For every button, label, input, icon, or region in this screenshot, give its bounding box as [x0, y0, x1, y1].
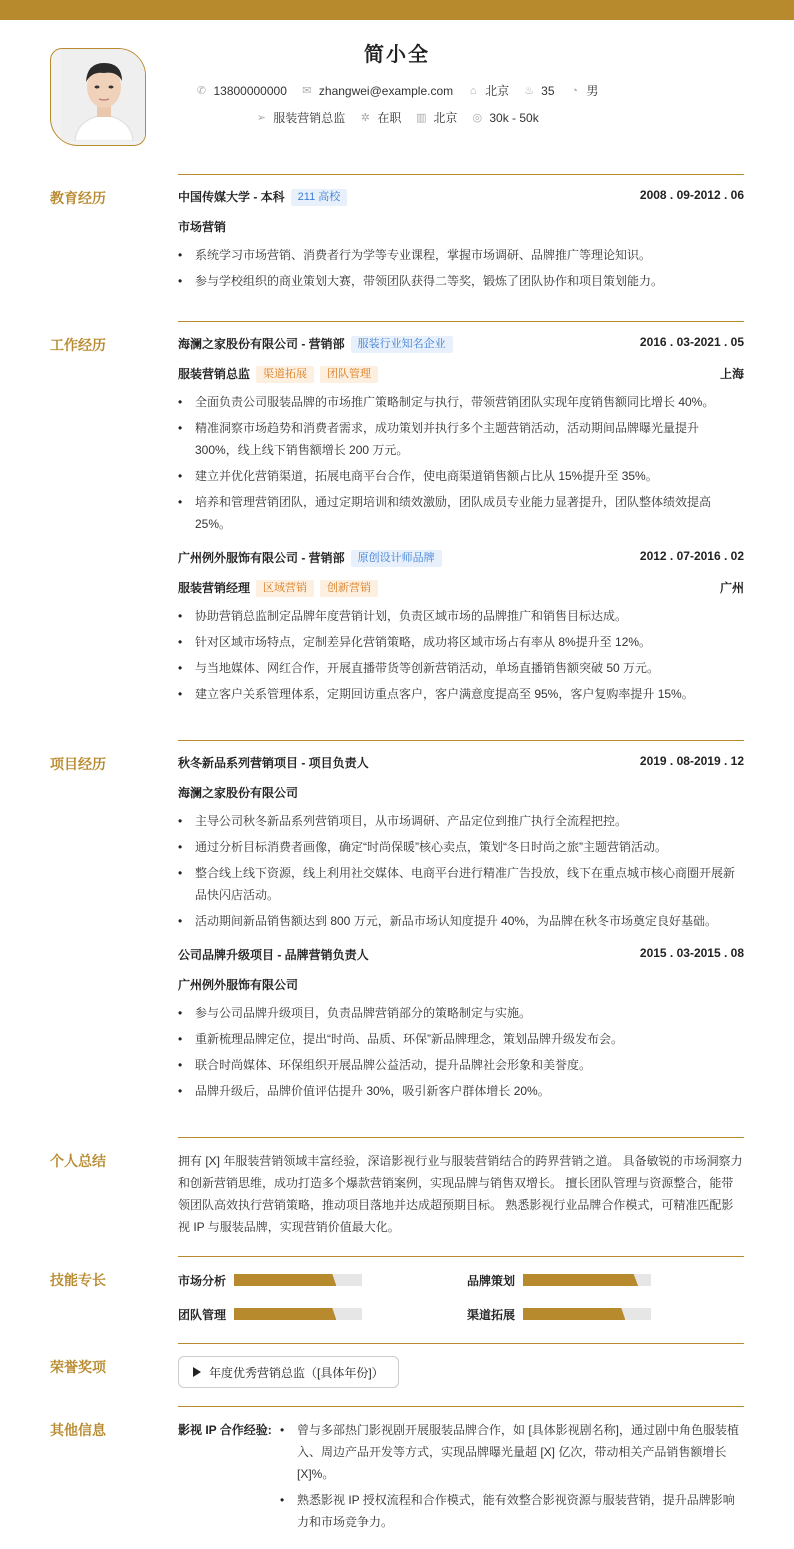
- education-block: [178, 188, 744, 292]
- job-title: 服装营销总监: [178, 367, 251, 381]
- phone: 13800000000: [213, 83, 287, 98]
- company-tag: 原创设计师品牌: [351, 550, 442, 567]
- job-city: 广州: [719, 581, 744, 595]
- send-icon: ➢: [256, 111, 266, 124]
- section-title-honors: 荣誉奖项: [50, 1359, 106, 1375]
- list-item: • 参与公司品牌升级项目，负责品牌营销部分的策略制定与实施。: [178, 1002, 744, 1024]
- work-block: [178, 335, 744, 705]
- status-icon: ✲: [360, 111, 370, 124]
- list-item: • 曾与多部热门影视剧开展服装品牌合作，如 [具体影视剧名称]，通过剧中角色服装植入、周边产品开发等方式，实现品牌曝光量超 [X] 亿次，带动相关产品销售额增长 [X]%。: [280, 1419, 744, 1485]
- section-title-work: 工作经历: [50, 337, 106, 353]
- project-company: 海澜之家股份有限公司: [178, 786, 299, 800]
- skill-bar-fill: [523, 1308, 625, 1320]
- project-name: 公司品牌升级项目 - 品牌营销负责人: [178, 948, 369, 962]
- location: 北京: [485, 84, 510, 98]
- school: 中国传媒大学 - 本科: [178, 190, 285, 204]
- section-title-summary: 个人总结: [50, 1153, 106, 1169]
- school-tag: 211 高校: [291, 189, 348, 206]
- age: 35: [541, 83, 555, 98]
- skill-bar: [234, 1274, 362, 1286]
- project-date: 2015 . 03-2015 . 08: [639, 946, 744, 960]
- job-city: 上海: [719, 367, 744, 381]
- gender: 男: [586, 84, 599, 98]
- summary-text: 拥有 [X] 年服装营销领域丰富经验，深谙影视行业与服装营销结合的跨界营销之道。 具备敏锐的市场洞察力和创新营销思维，成功打造多个爆款营销案例，实现品牌与销售双增长。 擅长团队管理与资源整合，能带领团队高效执行营销策略，推动项目落地并达成超预期目标。 熟悉影视行业品牌合作模式，可精准匹配影视 IP 与服装品牌，实现营销价值最大化。: [178, 1154, 743, 1234]
- job-title: 服装营销经理: [178, 581, 251, 595]
- section-title-other: 其他信息: [50, 1422, 106, 1438]
- list-item: • 主导公司秋冬新品系列营销项目，从市场调研、产品定位到推广执行全流程把控。: [178, 810, 744, 832]
- skill-bar-fill: [234, 1308, 336, 1320]
- major: 市场营销: [178, 220, 227, 234]
- project-block: [178, 754, 744, 1102]
- work-date: 2012 . 07-2016 . 02: [639, 549, 744, 563]
- list-item: • 通过分析目标消费者画像，确定“时尚保暖”核心卖点，策划“冬日时尚之旅”主题营销活动。: [178, 836, 744, 858]
- divider: [178, 1137, 744, 1138]
- skill-bar: [234, 1308, 362, 1320]
- honor-item[interactable]: [178, 1356, 399, 1388]
- divider: [178, 321, 744, 322]
- section-title-skills: 技能专长: [50, 1272, 106, 1288]
- list-item: • 重新梳理品牌定位，提出“时尚、品质、环保”新品牌理念，策划品牌升级发布会。: [178, 1028, 744, 1050]
- project-name: 秋冬新品系列营销项目 - 项目负责人: [178, 756, 369, 770]
- list-item: • 协助营销总监制定品牌年度营销计划，负责区域市场的品牌推广和销售目标达成。: [178, 605, 744, 627]
- other-label: 影视 IP 合作经验:: [178, 1423, 272, 1437]
- company: 海澜之家股份有限公司 - 营销部: [178, 337, 345, 351]
- list-item: • 整合线上线下资源，线上利用社交媒体、电商平台进行精准广告投放，线下在重点城市核心商圈开展新品快闪店活动。: [178, 862, 744, 906]
- list-item: • 精准洞察市场趋势和消费者需求，成功策划并执行多个主题营销活动，活动期间品牌曝光量提升 300%，线上线下销售额增长 200 万元。: [178, 417, 744, 461]
- skill-name: 品牌策划: [467, 1274, 516, 1288]
- company: 广州例外服饰有限公司 - 营销部: [178, 551, 345, 565]
- skill-bar: [523, 1308, 651, 1320]
- mail-icon: ✉: [302, 84, 312, 97]
- skill-name: 市场分析: [178, 1274, 227, 1288]
- list-item: • 品牌升级后，品牌价值评估提升 30%，吸引新客户群体增长 20%。: [178, 1080, 744, 1102]
- skill-name: 渠道拓展: [467, 1308, 516, 1322]
- skill-bar-fill: [523, 1274, 638, 1286]
- education-date: 2008 . 09-2012 . 06: [639, 188, 744, 202]
- email: zhangwei@example.com: [318, 83, 454, 98]
- phone-icon: ✆: [196, 84, 207, 97]
- section-title-education: 教育经历: [50, 190, 106, 206]
- contact-row: [0, 82, 794, 99]
- list-item: • 参与学校组织的商业策划大赛，带领团队获得二等奖，锻炼了团队协作和项目策划能力。: [178, 270, 744, 292]
- gender-icon: ◔: [571, 84, 578, 97]
- divider: [178, 1406, 744, 1407]
- job-tag: 区域营销: [256, 580, 314, 597]
- project-company: 广州例外服饰有限公司: [178, 978, 299, 992]
- list-item: • 全面负责公司服装品牌的市场推广策略制定与执行，带领营销团队实现年度销售额同比增长 40%。: [178, 391, 744, 413]
- cake-icon: ♨: [524, 84, 535, 97]
- work-date: 2016 . 03-2021 . 05: [639, 335, 744, 349]
- list-item: • 与当地媒体、网红合作，开展直播带货等创新营销活动，单场直播销售额突破 50 万元。: [178, 657, 744, 679]
- money-icon: ◎: [472, 111, 483, 124]
- list-item: • 活动期间新品销售额达到 800 万元，新品市场认知度提升 40%，为品牌在秋冬市场奠定良好基础。: [178, 910, 744, 932]
- top-accent-bar: [0, 0, 794, 20]
- list-item: • 系统学习市场营销、消费者行为学等专业课程，掌握市场调研、品牌推广等理论知识。: [178, 244, 744, 266]
- job-tag: 创新营销: [320, 580, 378, 597]
- expand-triangle-icon: [193, 1367, 201, 1377]
- target-position: 服装营销总监: [273, 111, 346, 125]
- divider: [178, 740, 744, 741]
- divider: [178, 1256, 744, 1257]
- honor-label: 年度优秀营销总监（[具体年份]）: [209, 1365, 384, 1380]
- status: 在职: [377, 111, 402, 125]
- list-item: • 联合时尚媒体、环保组织开展品牌公益活动，提升品牌社会形象和美誉度。: [178, 1054, 744, 1076]
- candidate-name: 简小全: [364, 44, 430, 66]
- home-icon: ⌂: [469, 84, 477, 97]
- other-block: [178, 1419, 744, 1533]
- company-tag: 服装行业知名企业: [351, 336, 453, 353]
- divider: [178, 174, 744, 175]
- project-date: 2019 . 08-2019 . 12: [639, 754, 744, 768]
- skill-bar-fill: [234, 1274, 336, 1286]
- list-item: • 建立并优化营销渠道，拓展电商平台合作，使电商渠道销售额占比从 15%提升至 35%。: [178, 465, 744, 487]
- salary: 30k - 50k: [489, 110, 539, 125]
- list-item: • 培养和管理营销团队，通过定期培训和绩效激励，团队成员专业能力显著提升，团队整体绩效提高 25%。: [178, 491, 744, 535]
- section-title-project: 项目经历: [50, 756, 106, 772]
- skill-bar: [523, 1274, 651, 1286]
- target-city: 北京: [433, 111, 458, 125]
- list-item: • 建立客户关系管理体系，定期回访重点客户，客户满意度提高至 95%，客户复购率提升 15%。: [178, 683, 744, 705]
- job-tag: 渠道拓展: [256, 366, 314, 383]
- intention-row: [0, 109, 794, 126]
- skill-name: 团队管理: [178, 1308, 227, 1322]
- list-item: • 针对区域市场特点，定制差异化营销策略，成功将区域市场占有率从 8%提升至 12%。: [178, 631, 744, 653]
- list-item: • 熟悉影视 IP 授权流程和合作模式，能有效整合影视资源与服装营销，提升品牌影响力和市场竞争力。: [280, 1489, 744, 1533]
- divider: [178, 1343, 744, 1344]
- building-icon: ▥: [416, 111, 427, 124]
- job-tag: 团队管理: [320, 366, 378, 383]
